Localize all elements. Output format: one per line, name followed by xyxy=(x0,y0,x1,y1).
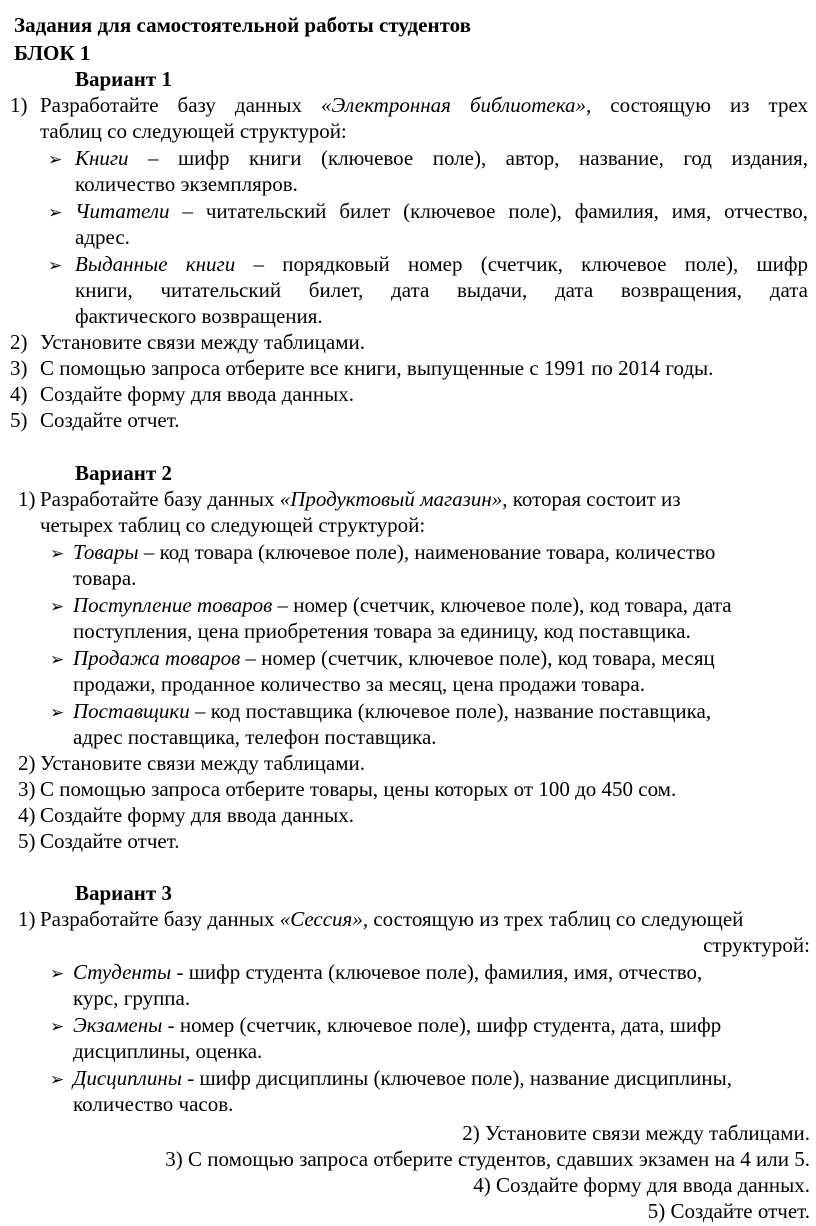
v3-db-name: «Сессия», xyxy=(279,907,369,931)
v2-bullet-4-line-2: адрес поставщика, телефон поставщика. xyxy=(73,725,437,749)
v2-bullet-2-line-2: поступления, цена приобретения товара за единицу, код поставщика. xyxy=(73,619,691,643)
v2-bullet-1-arrow-icon: ➢ xyxy=(50,544,65,564)
v2-item-2: Установите связи между таблицами. xyxy=(40,751,365,775)
v2-table-suppliers-name: Поставщики xyxy=(73,699,190,723)
v2-item-1-text: Разработайте базу данных xyxy=(40,487,280,511)
v1-item-3: С помощью запроса отберите все книги, выпущенные с 1991 по 2014 годы. xyxy=(40,356,714,380)
v2-table-goods-name: Товары xyxy=(73,540,139,564)
v3-table-exams-name: Экзамены xyxy=(73,1013,163,1037)
v2-item-2-number: 2) xyxy=(18,751,36,775)
v2-bullet-3-arrow-icon: ➢ xyxy=(50,650,65,670)
v3-bullet-2-arrow-icon: ➢ xyxy=(50,1017,65,1037)
v2-bullet-2-text: – номер (счетчик, ключевое поле), код товара, дата xyxy=(272,593,732,617)
v1-bullet-3-line-1 xyxy=(75,251,808,278)
v2-item-1-number: 1) xyxy=(18,487,36,511)
v3-item-3: 3) С помощью запроса отберите студентов, сдавших экзамен на 4 или 5. xyxy=(165,1147,810,1171)
v3-bullet-1-line-2: курс, группа. xyxy=(73,986,191,1010)
v3-bullet-1-text: - шифр студента (ключевое поле), фамилия, имя, отчество, xyxy=(171,960,703,984)
v1-item-1-text: Разработайте базу данных xyxy=(40,93,322,117)
v3-bullet-3-text: - шифр дисциплины (ключевое поле), название дисциплины, xyxy=(181,1066,732,1090)
v1-bullet-3-arrow-icon: ➢ xyxy=(48,256,63,276)
variant-1-heading: Вариант 1 xyxy=(75,67,172,91)
v1-item-5: Создайте отчет. xyxy=(40,408,180,432)
v1-bullet-1-text: – шифр книги (ключевое поле), автор, название, год издания, xyxy=(128,146,808,170)
v2-table-receipt-name: Поступление товаров xyxy=(73,593,273,617)
v3-bullet-3-line-2: количество часов. xyxy=(73,1092,234,1116)
v2-item-5-number: 5) xyxy=(18,829,36,853)
v3-bullet-1-line-1 xyxy=(73,959,702,986)
v1-item-1-text-b: , состоящую из трех xyxy=(586,93,808,117)
v2-item-3-number: 3) xyxy=(18,777,36,801)
variant-2-heading: Вариант 2 xyxy=(75,461,172,485)
v3-item-1-number: 1) xyxy=(18,907,36,931)
v1-table-issued-name: Выданные книги xyxy=(75,252,236,276)
v1-db-name: «Электронная библиотека» xyxy=(321,93,586,117)
v1-item-5-number: 5) xyxy=(10,408,28,432)
v1-bullet-2-line-2: адрес. xyxy=(75,225,130,249)
v3-table-students-name: Студенты xyxy=(73,960,172,984)
v1-item-4: Создайте форму для ввода данных. xyxy=(40,382,354,406)
v2-item-5: Создайте отчет. xyxy=(40,829,180,853)
v1-item-2-number: 2) xyxy=(10,330,28,354)
v2-item-4-number: 4) xyxy=(18,803,36,827)
v3-bullet-3-arrow-icon: ➢ xyxy=(50,1070,65,1090)
v1-bullet-1-arrow-icon: ➢ xyxy=(48,150,63,170)
v2-bullet-4-text: – код поставщика (ключевое поле), название поставщика, xyxy=(189,699,712,723)
v2-bullet-2-line-1 xyxy=(73,592,732,619)
v2-bullet-3-line-1 xyxy=(73,645,715,672)
v1-bullet-3-text: – порядковый номер (счетчик, ключевое поле), шифр xyxy=(235,252,808,276)
v3-item-1-line-1 xyxy=(40,906,743,933)
v3-item-1-line-2: структурой: xyxy=(703,933,810,957)
v2-item-1-line-1 xyxy=(40,486,681,513)
v3-item-4: 4) Создайте форму для ввода данных. xyxy=(473,1173,810,1197)
v2-item-4: Создайте форму для ввода данных. xyxy=(40,803,354,827)
v2-bullet-1-text: – код товара (ключевое поле), наименование товара, количество xyxy=(138,540,716,564)
block-heading: БЛОК 1 xyxy=(14,41,91,65)
v3-bullet-2-text: - номер (счетчик, ключевое поле), шифр студента, дата, шифр xyxy=(162,1013,722,1037)
v1-bullet-2-line-1 xyxy=(75,198,808,225)
v1-table-readers-name: Читатели xyxy=(75,199,170,223)
v1-item-1-line-2: таблиц со следующей структурой: xyxy=(40,119,347,143)
v1-table-books-name: Книги xyxy=(75,146,129,170)
v1-bullet-3-line-3: фактического возвращения. xyxy=(75,304,323,328)
v2-bullet-4-line-1 xyxy=(73,698,711,725)
v2-item-3: С помощью запроса отберите товары, цены которых от 100 до 450 сом. xyxy=(40,777,677,801)
v2-bullet-1-line-2: товара. xyxy=(73,566,137,590)
v3-bullet-3-line-1 xyxy=(73,1065,732,1092)
v1-item-2: Установите связи между таблицами. xyxy=(40,330,365,354)
v2-bullet-3-text: – номер (счетчик, ключевое поле), код товара, месяц xyxy=(240,646,715,670)
v2-table-sales-name: Продажа товаров xyxy=(73,646,241,670)
v1-bullet-2-arrow-icon: ➢ xyxy=(48,203,63,223)
v1-item-1-line-1 xyxy=(40,92,808,119)
page-title: Задания для самостоятельной работы студентов xyxy=(14,13,471,37)
v3-table-disciplines-name: Дисциплины xyxy=(73,1066,182,1090)
v2-db-name: «Продуктовый магазин» xyxy=(279,487,503,511)
v1-bullet-2-text: – читательский билет (ключевое поле), фамилия, имя, отчество, xyxy=(169,199,808,223)
v3-item-2: 2) Установите связи между таблицами. xyxy=(462,1121,810,1145)
v1-item-3-number: 3) xyxy=(10,356,28,380)
v2-item-1-text-b: , которая состоит из xyxy=(502,487,681,511)
v2-item-1-line-2: четырех таблиц со следующей структурой: xyxy=(40,513,426,537)
v2-bullet-1-line-1 xyxy=(73,539,715,566)
v2-bullet-4-arrow-icon: ➢ xyxy=(50,703,65,723)
variant-3-heading: Вариант 3 xyxy=(75,881,172,905)
v3-bullet-2-line-2: дисциплины, оценка. xyxy=(73,1039,263,1063)
v1-item-4-number: 4) xyxy=(10,382,28,406)
v1-bullet-3-line-2: книги, читательский билет, дата выдачи, дата возвращения, дата xyxy=(75,278,808,302)
v1-bullet-1-line-1 xyxy=(75,145,808,172)
v2-bullet-2-arrow-icon: ➢ xyxy=(50,597,65,617)
v1-item-1-number: 1) xyxy=(10,93,28,117)
v3-item-5: 5) Создайте отчет. xyxy=(647,1199,810,1223)
v3-bullet-2-line-1 xyxy=(73,1012,721,1039)
v3-item-1-text: Разработайте базу данных xyxy=(40,907,280,931)
v3-item-1-text-b: состоящую из трех таблиц со следующей xyxy=(368,907,744,931)
v3-bullet-1-arrow-icon: ➢ xyxy=(50,964,65,984)
v1-bullet-1-line-2: количество экземпляров. xyxy=(75,172,298,196)
v2-bullet-3-line-2: продажи, проданное количество за месяц, цена продажи товара. xyxy=(73,672,645,696)
